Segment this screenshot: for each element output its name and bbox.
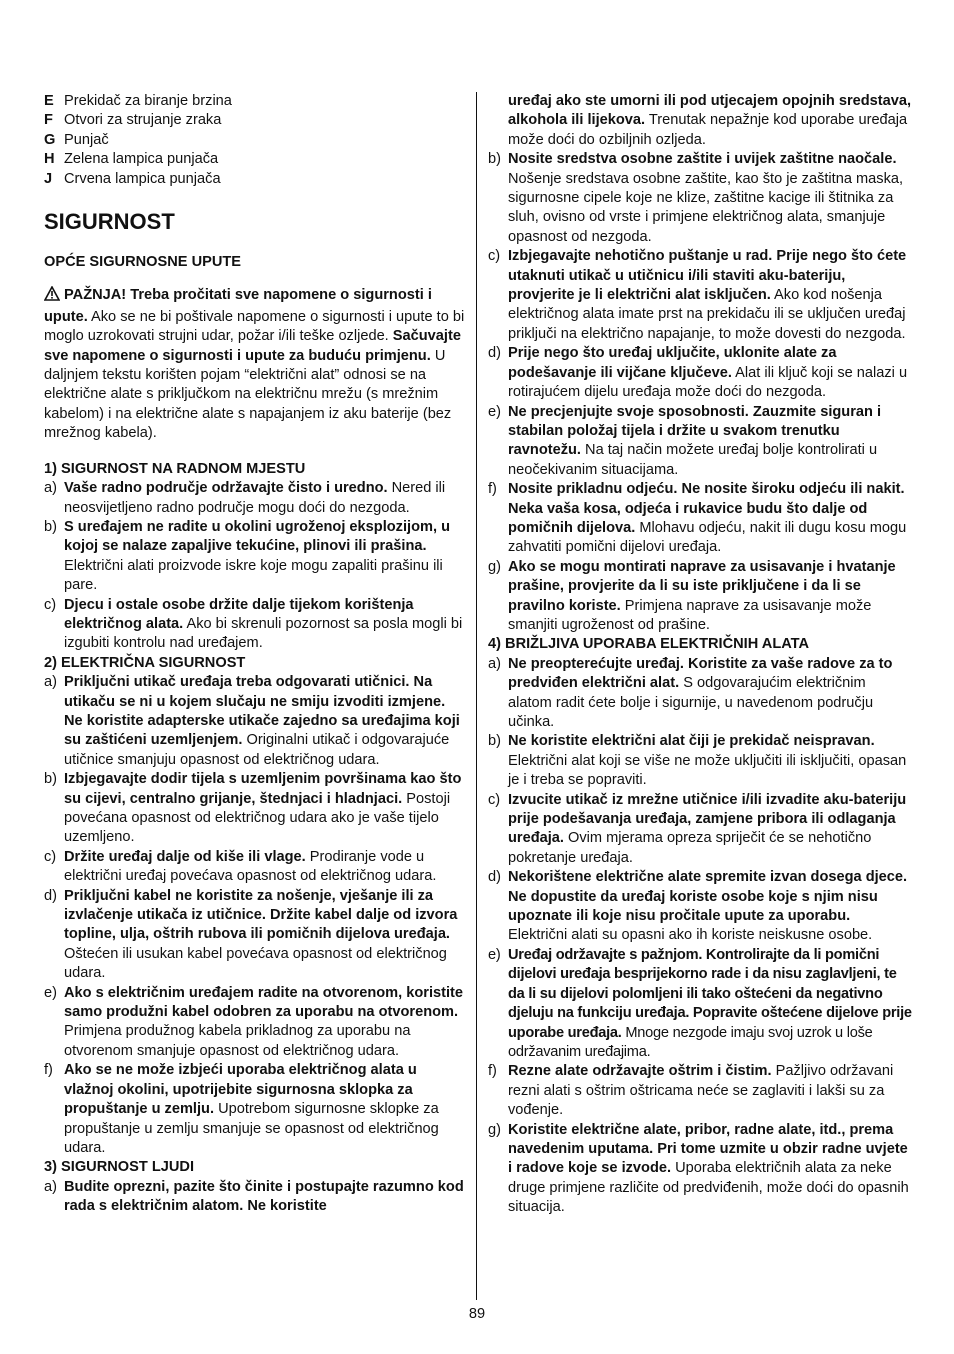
group-heading: 4) BRIŽLJIVA UPORABA ELEKTRIČNIH ALATA — [488, 636, 810, 653]
list-item: a) Budite oprezni, pazite što činite i postupajte razumno kod rada s električnim alatom. Ne koristite — [44, 1178, 464, 1215]
list-item: d) Nekorištene električne alate spremite izvan dosega djece. Ne dopustite da uređaj koriste osobe koje s njim nisu upoznate ili koje nisu pročitale upute za uporabu. Električni alati su opasni ako ih koriste neiskusne osobe. — [488, 869, 908, 944]
list-item: a) Priključni utikač uređaja treba odgovarati utičnici. Na utikaču se ni u kojem slučaju ne smiju izvoditi izmjene. Ne koristite adapterske utikače zajedno sa uređajima koji su zaštićeni uzemljenjem. Originalni utikač i odgovarajuće utičnice smanjuju opasnost od električnog udara. — [44, 674, 460, 768]
list-item: d) Priključni kabel ne koristite za nošenje, vješanje ili za izvlačenje utikača iz utičnice. Držite kabel dalje od izvora topline, ulja, oštrih rubova ili pomičnih dijelova uređaja. Oštećen ili usukan kabel povećava opasnost od električnog udara. — [44, 887, 458, 982]
list-item: c) Djecu i ostale osobe držite dalje tijekom korištenja električnog alata. Ako bi skrenuli pozornost sa posla mogli bi izgubiti kontrolu nad uređajem. — [44, 596, 463, 652]
warning-triangle-icon — [44, 286, 60, 307]
list-item: e) Ako s električnim uređajem radite na otvorenom, koristite samo produžni kabel odobren za uporabu na otvorenom. Primjena produžnog kabela prikladnog za uporabu na otvorenom smanjuje opasnost od električnog udara. — [44, 984, 464, 1059]
list-item: g) Ako se mogu montirati naprave za usisavanje i hvatanje prašine, provjerite da li su iste priključene i da li se pravilno koriste. Primjena naprave za usisavanje može smanjiti ugroženost od prašine. — [488, 558, 896, 633]
list-item: g) Koristite električne alate, pribor, radne alate, itd., prema navedenim uputama. Pri tome uzmite u obzir radne uvjete i radove koje se izvode. Uporaba električnih alata za neke druge primjene različite od predviđenih, može doći do opasnih situacija. — [488, 1121, 909, 1216]
warning-paragraph: PAŽNJA! Treba pročitati sve napomene o sigurnosti i upute. Ako se ne bi poštivale napomene o sigurnosti i upute to bi moglo uzrokovati strujni udar, požar i/ili teške ozljede. Sačuvajte sve napomene o sigurnosti i upute za buduću primjenu. U daljnjem tekstu korišten pojam “električni alat” odnosi se na električne alate s priključkom na električnu mrežu (s mrežnim kabelom) i na električne alate s napajanjem iz aku baterije (bez mrežnog kabela). — [44, 287, 465, 442]
right-column — [488, 92, 912, 1218]
parts-legend — [44, 92, 466, 189]
list-item: f) Rezne alate održavajte oštrim i čistim. Pažljivo održavani rezni alati s oštrim oštricama neće se zaglaviti i lakši su za vođenje. — [488, 1063, 894, 1119]
list-item: f) Nosite prikladnu odjeću. Ne nosite široku odjeću ili nakit. Neka vaša kosa, odjeća i rukavice budu što dalje od pomičnih dijelova. Mlohavu odjeću, nakit ili dugu kosu mogu zahvatiti pomični dijelovi uređaja. — [488, 481, 907, 556]
list-item: b) Nosite sredstva osobne zaštite i uvijek zaštitne naočale. Nošenje sredstava osobne zaštite, kao što je zaštitna maska, sigurnosne cipele koje ne klize, zaštitne kacige ili štitnika za sluh, ovisno od vrste i primjene električnog alata, smanjuje opasnost od nezgoda. — [488, 151, 904, 245]
legend-item: E Prekidač za biranje brzina — [44, 93, 232, 109]
list-item: b) Izbjegavajte dodir tijela s uzemljenim površinama kao što su cijevi, centralno grijanje, štednjaci i hladnjaci. Postoji povećana opasnost od električnog udara ako je vaše tijelo uzemljeno. — [44, 771, 462, 846]
left-column — [44, 92, 466, 1217]
section-title: SIGURNOST — [44, 209, 175, 235]
group-heading: 1) SIGURNOST NA RADNOM MJESTU — [44, 460, 306, 477]
column-divider — [476, 92, 477, 1300]
list-item: c) Izvucite utikač iz mrežne utičnice i/ili izvadite aku-bateriju prije podešavanja uređaja, zamjene pribora ili odlaganja uređaja. Ovim mjerama opreza spriječit će se nehotično pokretanje uređaja. — [488, 791, 907, 866]
legend-item: G Punjač — [44, 131, 109, 148]
list-item-continuation: uređaj ako ste umorni ili pod utjecajem opojnih sredstava, alkohola ili lijekova. Trenutak nepažnje kod uporabe uređaja može doći do ozbiljnih ozljeda. — [508, 93, 912, 148]
group-heading: 2) ELEKTRIČNA SIGURNOST — [44, 654, 246, 671]
legend-item: H Zelena lampica punjača — [44, 151, 219, 168]
legend-item: J Crvena lampica punjača — [44, 170, 221, 187]
group-heading: 3) SIGURNOST LJUDI — [44, 1159, 195, 1176]
page-number: 89 — [468, 1306, 486, 1322]
list-item: f) Ako se ne može izbjeći uporaba električnog alata u vlažnoj okolini, upotrijebite sigurnosna sklopka za propuštanje u zemlju. Upotrebom sigurnosne sklopke za propuštanje u zemlju smanjuje se opasnost od električnog udara. — [44, 1062, 439, 1156]
list-item: a) Ne preopterećujte uređaj. Koristite za vaše radove za to predviđen električni alat. S odgovarajućim električnim alatom radit ćete bolje i sigurnije, u navedenom području učinka. — [488, 655, 893, 730]
list-item: a) Vaše radno područje održavajte čisto i uredno. Nered ili neosvijetljeno radno područje mogu doći do nezgoda. — [44, 480, 446, 516]
list-item: b) Ne koristite električni alat čiji je prekidač neispravan. Električni alat koji se više ne može uključiti ili isključiti, opasan je i treba se popraviti. — [488, 733, 907, 789]
legend-item: F Otvori za strujanje zraka — [44, 112, 222, 129]
list-item: c) Izbjegavajte nehotično puštanje u rad. Prije nego što ćete utaknuti utikač u utičnicu i/ili staviti aku-bateriju, provjerite je li električni alat isključen. Ako kod nošenja električnog alata imate prst na prekidaču ili se uključen uređaj priključi na električno napajanje, to može dovesti do nezgoda. — [488, 248, 907, 342]
list-item: e) Ne precjenjujte svoje sposobnosti. Zauzmite siguran i stabilan položaj tijela i držite u svakom trenutku ravnotežu. Na taj način možete uređaj bolje kontrolirati u neočekivanim situacijama. — [488, 403, 882, 478]
list-item: c) Držite uređaj dalje od kiše ili vlage. Prodiranje vode u električni uređaj povećava opasnost od električnog udara. — [44, 848, 437, 885]
list-item: e) Uređaj održavajte s pažnjom. Kontrolirajte da li pomični dijelovi uređaja besprijekorno rade i da nisu zaglavljeni, te da li su dijelovi polomljeni ili tako oštećeni da negativno djeluju na funkciju uređaja. Popravite oštećene dijelove prije uporabe uređaja. Mnoge nezgode imaju svoj uzrok u loše održavanim uređajima. — [488, 946, 912, 1060]
subheading: OPĆE SIGURNOSNE UPUTE — [44, 254, 242, 271]
list-item: b) S uređajem ne radite u okolini ugroženoj eksplozijom, u kojoj se nalaze zapaljive tekućine, plinovi ili prašina. Električni alati proizvode iskre koje mogu zapaliti prašinu ili pare. — [44, 518, 450, 594]
list-item: d) Prije nego što uređaj uključite, uklonite alate za podešavanje ili vijčane ključeve. Alat ili ključ koji se nalazi u rotirajućem dijelu uređaja može doći do nezgoda. — [488, 345, 908, 401]
